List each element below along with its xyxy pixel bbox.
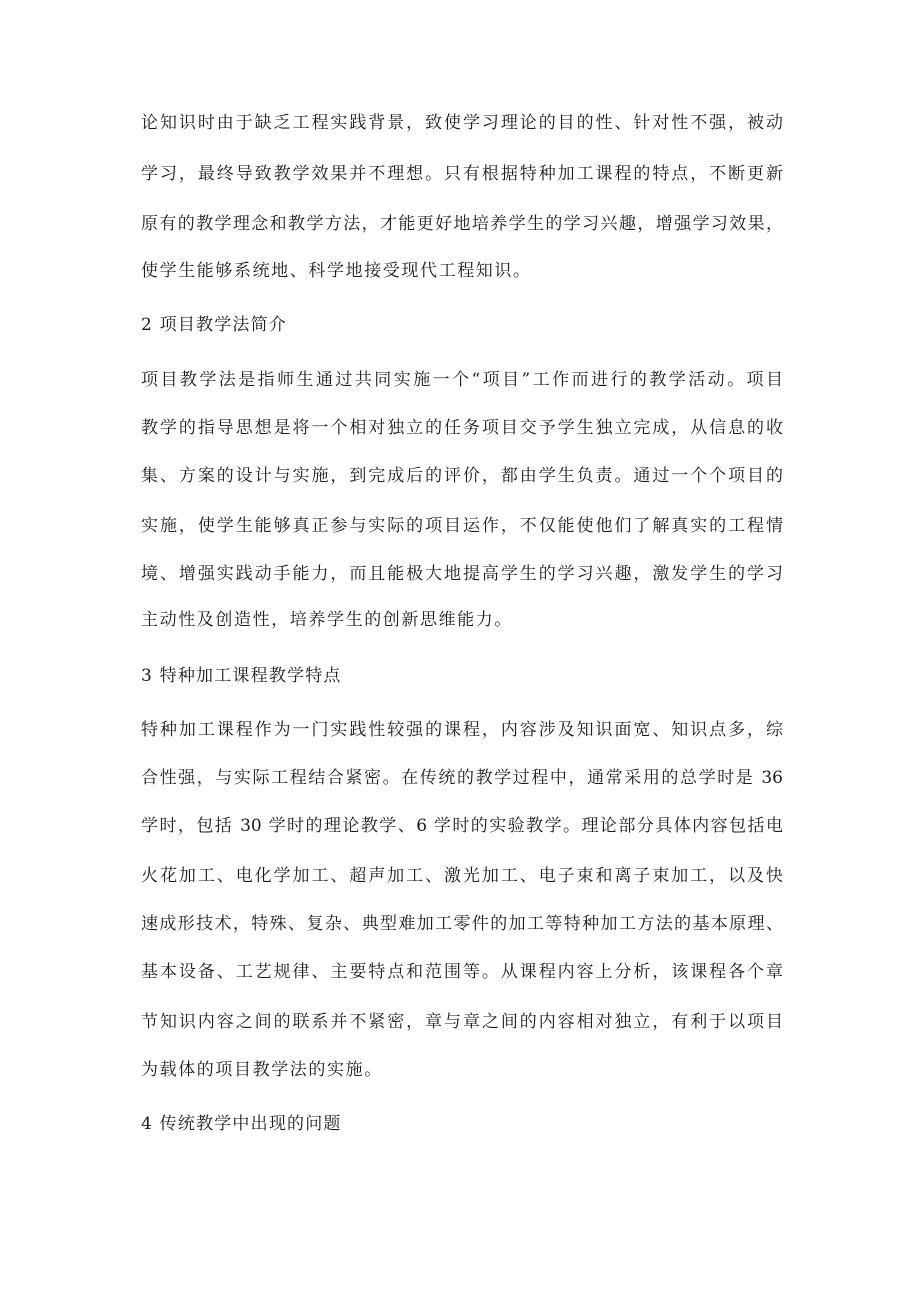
body-text-line: 项目教学法是指师生通过共同实施一个“项目”工作而进行的教学活动。项目 [141, 370, 783, 390]
section-heading-2: 2 项目教学法简介 [141, 315, 288, 335]
body-text-line: 学时，包括 30 学时的理论教学、6 学时的实验教学。理论部分具体内容包括电 [141, 816, 783, 836]
body-text-line: 节知识内容之间的联系并不紧密，章与章之间的内容相对独立，有利于以项目 [141, 1012, 783, 1032]
body-text-line: 教学的指导思想是将一个相对独立的任务项目交予学生独立完成，从信息的收 [141, 418, 783, 438]
body-text-line: 使学生能够系统地、科学地接受现代工程知识。 [141, 261, 532, 281]
body-text-line: 实施，使学生能够真正参与实际的项目运作，不仅能使他们了解真实的工程情 [141, 516, 783, 536]
body-text-line: 主动性及创造性，培养学生的创新思维能力。 [141, 610, 513, 630]
body-text-line: 基本设备、工艺规律、主要特点和范围等。从课程内容上分析，该课程各个章 [141, 962, 783, 982]
section-heading-4: 4 传统教学中出现的问题 [141, 1114, 342, 1134]
section-heading-3: 3 特种加工课程教学特点 [141, 666, 342, 686]
body-text-line: 速成形技术，特殊、复杂、典型难加工零件的加工等特种加工方法的基本原理、 [141, 914, 783, 934]
body-text-line: 原有的教学理念和教学方法，才能更好地培养学生的学习兴趣，增强学习效果， [141, 214, 783, 234]
body-text-line: 论知识时由于缺乏工程实践背景，致使学习理论的目的性、针对性不强，被动 [141, 113, 783, 133]
body-text-line: 特种加工课程作为一门实践性较强的课程，内容涉及知识面宽、知识点多，综 [141, 720, 783, 740]
body-text-line: 合性强，与实际工程结合紧密。在传统的教学过程中，通常采用的总学时是 36 [141, 768, 783, 788]
body-text-line: 学习，最终导致教学效果并不理想。只有根据特种加工课程的特点，不断更新 [141, 164, 783, 184]
body-text-line: 集、方案的设计与实施，到完成后的评价，都由学生负责。通过一个个项目的 [141, 466, 783, 486]
body-text-line: 火花加工、电化学加工、超声加工、激光加工、电子束和离子束加工，以及快 [141, 866, 783, 886]
body-text-line: 境、增强实践动手能力，而且能极大地提高学生的学习兴趣，激发学生的学习 [141, 564, 783, 584]
body-text-line: 为载体的项目教学法的实施。 [141, 1060, 383, 1080]
